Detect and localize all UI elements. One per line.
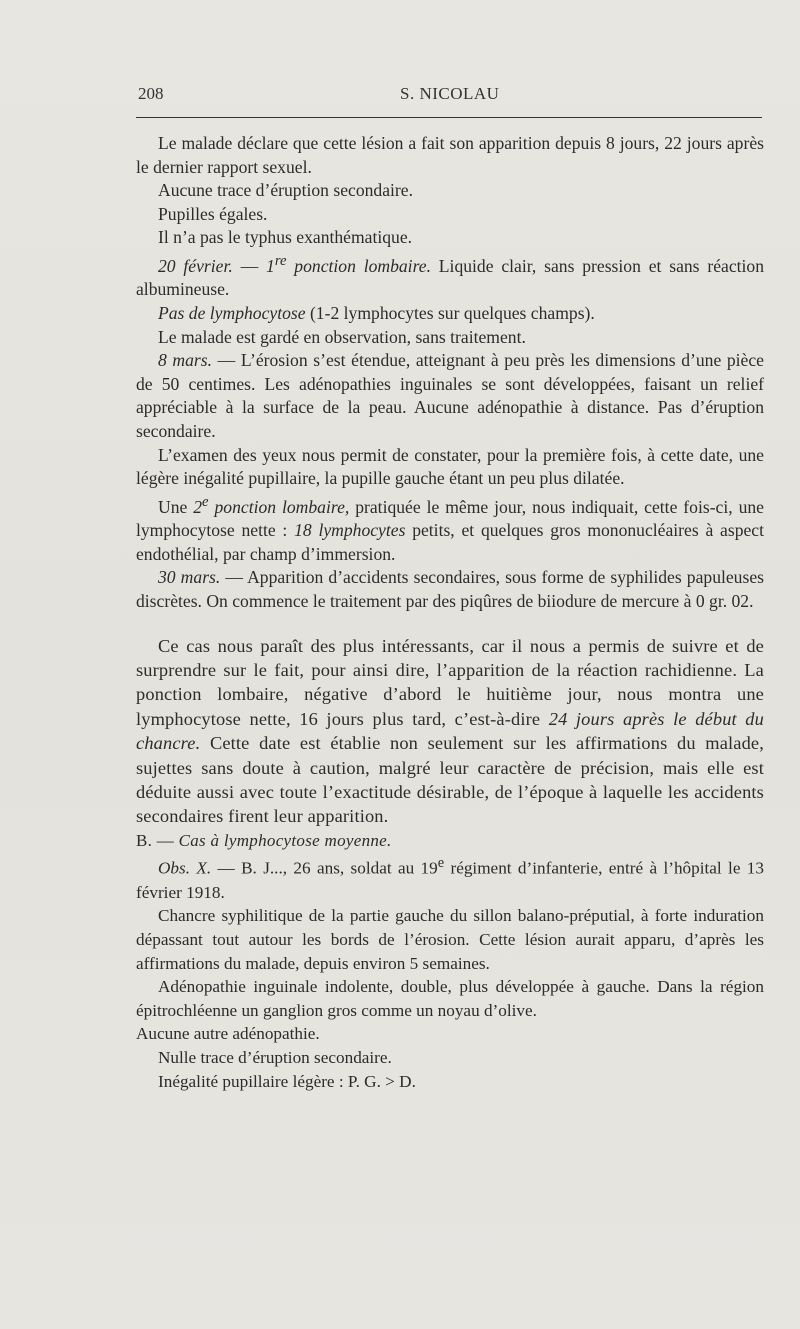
paragraph: Nulle trace d’éruption secondaire. [158, 1047, 392, 1067]
dash: — [232, 255, 267, 276]
italic-text: 18 lymphocytes [294, 520, 406, 541]
paragraph: Le malade est gardé en observation, sans traitement. [158, 326, 526, 347]
page-header [138, 84, 760, 108]
paragraph: Chancre syphilitique de la partie gauche du sillon balano-préputial, à forte induration dépassant tout autour les bords de l’érosion. Cette lésion aurait apparu, d’après les affirmations du malade, depuis environ 5 semaines. [136, 906, 764, 973]
paragraph-pas-de-lymphocytose [136, 302, 764, 326]
paragraph-rest: Liquide clair, sans pression et sans réaction albumineuse. [136, 255, 765, 300]
body-text [136, 132, 764, 1093]
paragraph-rest: — Apparition d’accidents secondaires, sous forme de syphilides papuleuses discrètes. On commence le traitement par des piqûres de biiodure de mercure à 0 gr. 02. [136, 567, 764, 611]
observation-block [136, 852, 764, 1093]
italic-text: Pas de lymphocytose [158, 303, 306, 324]
paragraph: Aucune autre adénopathie. [136, 1024, 320, 1044]
obs-label: Obs. X. [158, 859, 212, 879]
date-text: 8 mars. [158, 350, 213, 371]
italic-text: 2e ponction lombaire, [193, 493, 350, 517]
header-rule [136, 117, 762, 118]
page-number: 208 [138, 84, 164, 103]
paragraph: L’examen des yeux nous permit de constater, pour la première fois, à cette date, une légère inégalité pupillaire, la pupille gauche étant un peu plus dilatée. [136, 444, 764, 489]
paragraph-observation: Obs. X. — B. J..., 26 ans, soldat au 19e régiment d’infanterie, entré à l’hôpital le 13 février 1918. [136, 855, 764, 902]
paragraph: Pupilles égales. [158, 203, 268, 224]
paragraph-rest: — L’érosion s’est étendue, atteignant à peu près les dimensions d’une pièce de 50 centimes. Les adénopathies inguinales se sont développées, faisant un relief appréciable à la surface de la peau. Aucune adénopathie à distance. Pas d’éruption secondaire. [136, 350, 764, 441]
paragraph-20-fevrier [136, 250, 764, 302]
date-text: 20 février. [158, 255, 233, 276]
paragraph: Inégalité pupillaire légère : P. G. > D. [158, 1071, 416, 1091]
italic-text: 24 jours après le début du chancre. [136, 708, 765, 754]
paragraph-8-mars [136, 349, 764, 443]
discussion-block [136, 634, 764, 829]
paragraph: Le malade déclare que cette lésion a fait son apparition depuis 8 jours, 22 jours après le dernier rapport sexuel. [136, 133, 764, 177]
paragraph: Il n’a pas le typhus exanthématique. [158, 227, 413, 248]
paragraph-30-mars [136, 566, 764, 613]
section-heading: B. — Cas à lymphocytose moyenne. [136, 830, 392, 850]
paragraph-2e-ponction: Une 2e ponction lombaire, pratiquée le même jour, nous indiquait, cette fois-ci, une lymphocytose nette : 18 lymphocytes petits, et quelques gros mononucléaires à aspect endothélial, par champ d’immersion. [136, 493, 765, 564]
paragraph: Aucune trace d’éruption secondaire. [158, 180, 413, 201]
paragraph: Adénopathie inguinale indolente, double, plus développée à gauche. Dans la région épitrochléenne un ganglion gros comme un noyau d’olive. [136, 977, 764, 1020]
paragraph-discussion: Ce cas nous paraît des plus intéressants, car il nous a permis de suivre et de surprendre sur le fait, pour ainsi dire, l’apparition de la réaction rachidienne. La ponction lombaire, négative d’abord le huitième jour, nous montra une lymphocytose nette, 16 jours plus tard, c’est-à-dire 24 jours après le début du chancre. Cette date est établie non seulement sur les affirmations du malade, sujettes sans doute à caution, malgré leur caractère de précision, mais elle est déduite aussi avec toute l’exactitude désirable, de l’époque à laquelle les accidents secondaires firent leur apparition. [136, 635, 765, 827]
running-head: S. NICOLAU [400, 84, 500, 103]
date-text: 30 mars. [158, 567, 221, 588]
paragraph-rest: (1-2 lymphocytes sur quelques champs). [305, 303, 595, 324]
ordinal-text: 1re ponction lombaire. [266, 252, 431, 276]
